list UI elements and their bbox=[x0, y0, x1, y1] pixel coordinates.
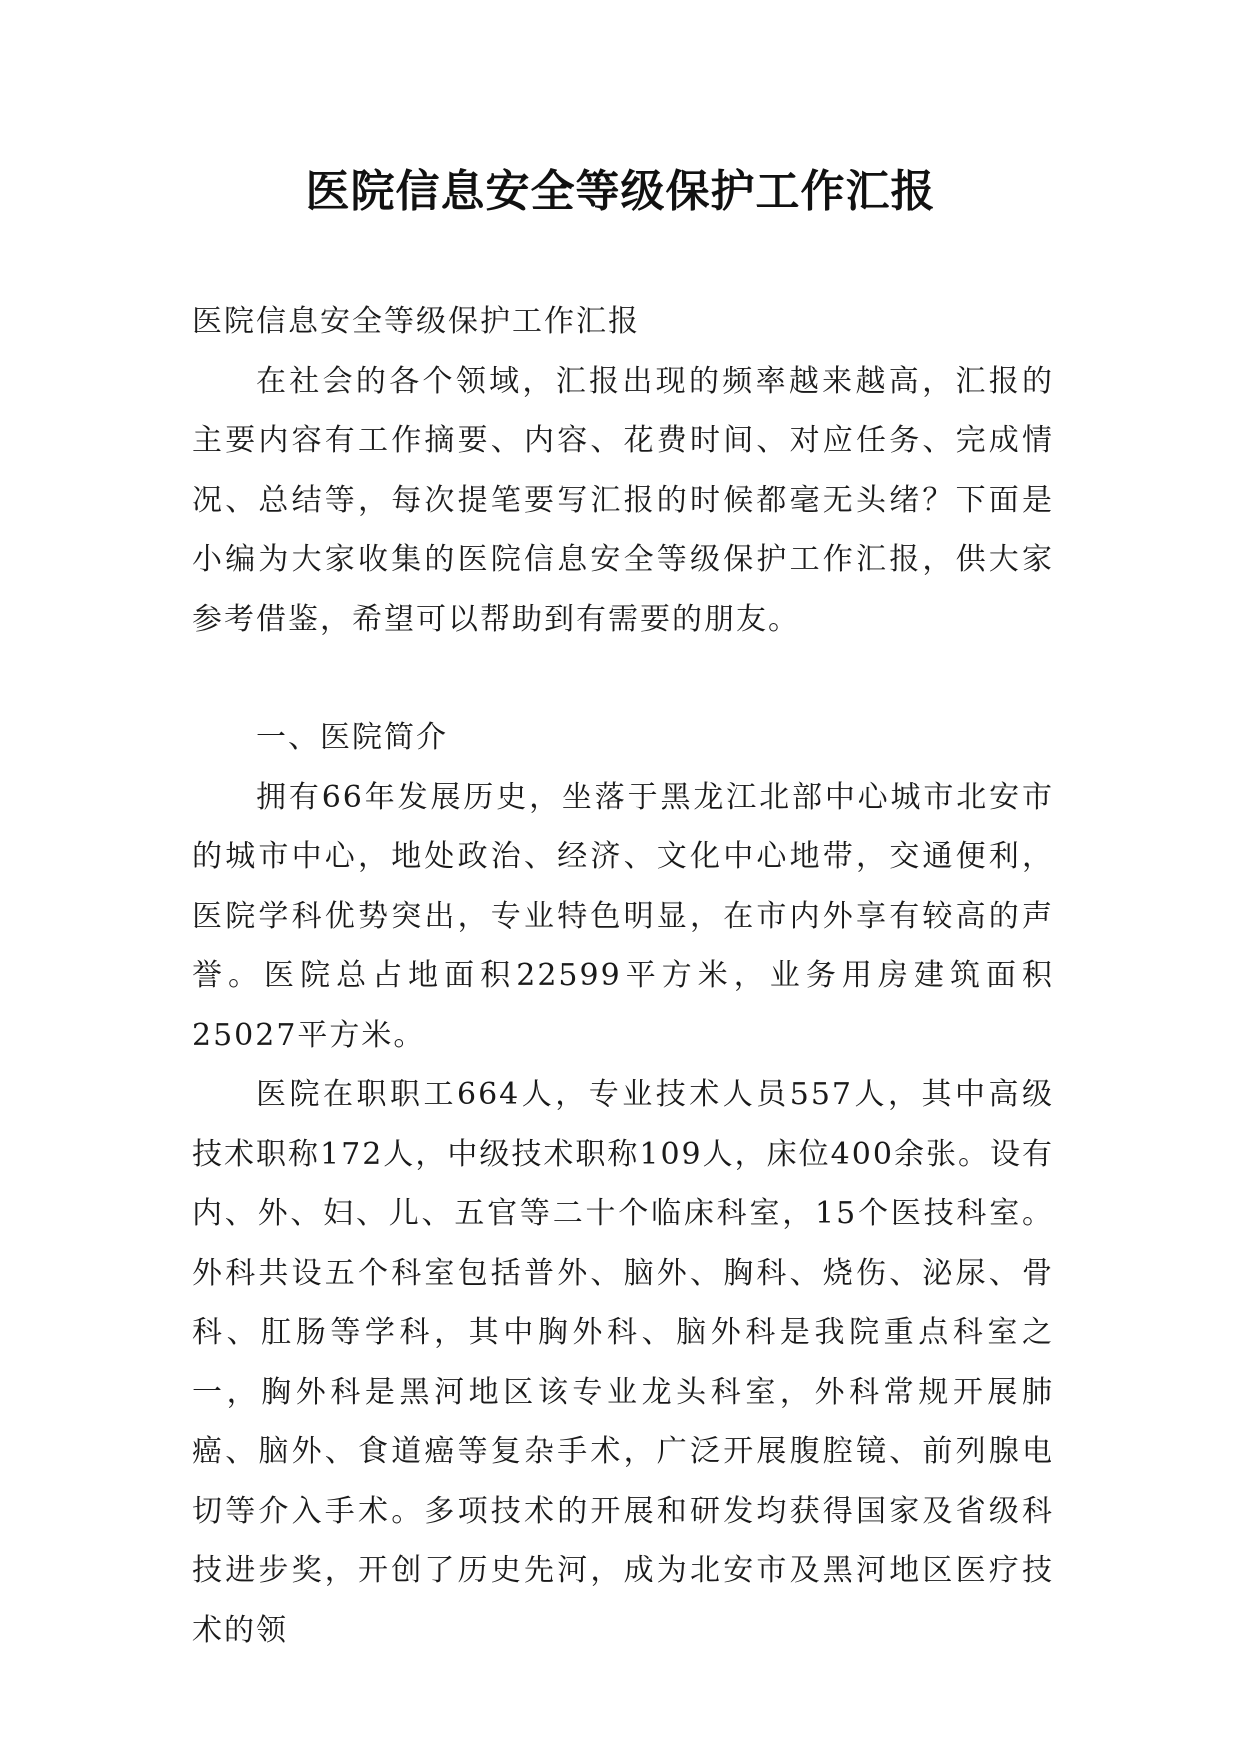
hospital-overview-paragraph: 拥有66年发展历史，坐落于黑龙江北部中心城市北安市的城市中心，地处政治、经济、文化中心地带，交通便利，医院学科优势突出，专业特色明显，在市内外享有较高的声誉。医院总占地面积22599平方米，业务用房建筑面积25027平方米。 bbox=[192, 779, 1054, 1053]
subtitle-line: 医院信息安全等级保护工作汇报 bbox=[192, 304, 640, 339]
document-body bbox=[192, 292, 1054, 1660]
page-title: 医院信息安全等级保护工作汇报 bbox=[305, 166, 936, 217]
intro-paragraph: 在社会的各个领域，汇报出现的频率越来越高，汇报的主要内容有工作摘要、内容、花费时间、对应任务、完成情况、总结等，每次提笔要写汇报的时候都毫无头绪？下面是小编为大家收集的医院信息安全等级保护工作汇报，供大家参考借鉴，希望可以帮助到有需要的朋友。 bbox=[192, 363, 1054, 637]
section-heading: 一、医院简介 bbox=[256, 720, 448, 755]
paragraph-spacer bbox=[192, 649, 1054, 708]
staff-departments-paragraph: 医院在职职工664人，专业技术人员557人，其中高级技术职称172人，中级技术职称109人，床位400余张。设有内、外、妇、儿、五官等二十个临床科室，15个医技科室。外科共设五个科室包括普外、脑外、胸科、烧伤、泌尿、骨科、肛肠等学科，其中胸外科、脑外科是我院重点科室之一，胸外科是黑河地区该专业龙头科室，外科常规开展肺癌、脑外、食道癌等复杂手术，广泛开展腹腔镜、前列腺电切等介入手术。多项技术的开展和研发均获得国家及省级科技进步奖，开创了历史先河，成为北安市及黑河地区医疗技术的领 bbox=[192, 1077, 1054, 1648]
